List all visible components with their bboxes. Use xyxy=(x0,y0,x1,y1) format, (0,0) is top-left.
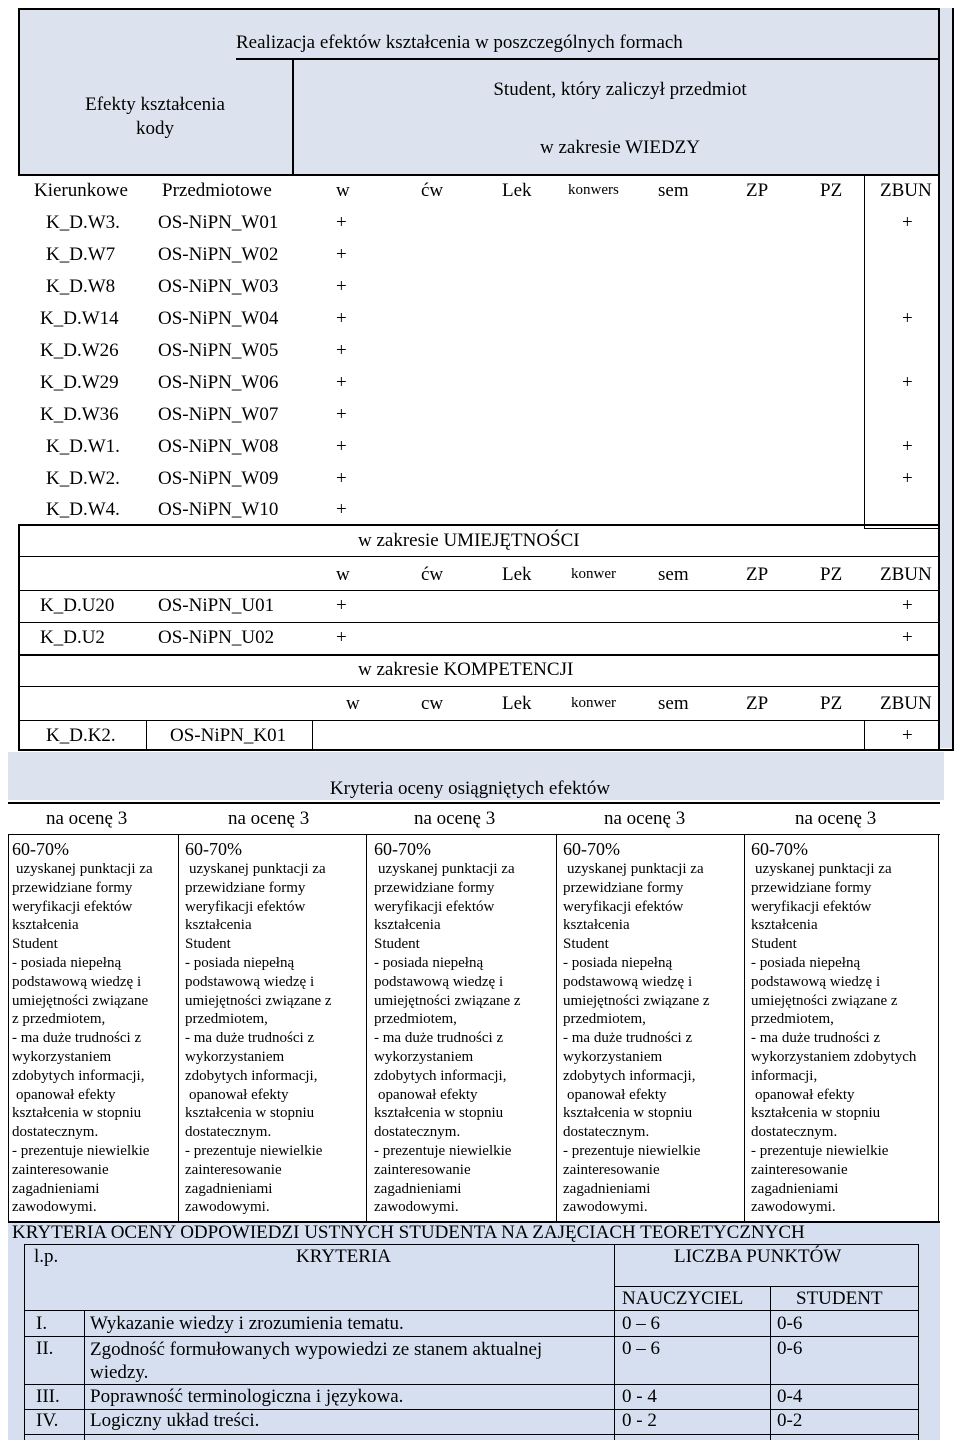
lp-header: l.p. xyxy=(34,1246,59,1267)
col-pz: PZ xyxy=(820,180,843,201)
criteria-cell-4 xyxy=(563,838,743,1217)
w-mark: + xyxy=(336,595,347,616)
criterion-line-2: wiedzy. xyxy=(90,1362,149,1383)
teacher-points: 0 - 4 xyxy=(622,1386,657,1407)
col-kierunkowe: Kierunkowe xyxy=(34,180,128,201)
w-mark: + xyxy=(336,308,347,329)
criterion-text: Wykazanie wiedzy i zrozumienia tematu. xyxy=(90,1313,404,1334)
w-mark: + xyxy=(336,404,347,425)
umiejetnosci-top xyxy=(18,524,940,526)
criteria-line: wykorzystaniem xyxy=(12,1048,112,1065)
kierunkowe-code: K_D.W8 xyxy=(46,276,116,297)
col-przedmiotowe: Przedmiotowe xyxy=(162,180,272,201)
criteria-line: zawodowymi. xyxy=(563,1199,648,1216)
table-row xyxy=(0,495,960,527)
col-w: w xyxy=(346,693,360,714)
kryteria-header: KRYTERIA xyxy=(296,1246,391,1267)
criteria-col-divider xyxy=(556,834,557,1222)
criteria-line: - posiada niepełną xyxy=(563,954,673,971)
criteria-line: przedmiotem, xyxy=(374,1011,457,1028)
criteria-line: - ma duże trudności z xyxy=(185,1030,315,1047)
criteria-line: przewidziane formy xyxy=(374,879,495,896)
percent-range: 60-70% xyxy=(563,839,620,859)
grid-line xyxy=(614,1286,918,1287)
student-label: Student, który zaliczył przedmiot xyxy=(493,79,747,100)
przedmiotowe-code: OS-NiPN_W06 xyxy=(158,372,279,393)
criteria-line: dostatecznym. xyxy=(563,1124,650,1141)
criteria-line: kształcenia xyxy=(185,917,252,934)
percent-range: 60-70% xyxy=(12,839,69,859)
kierunkowe-code: K_D.W29 xyxy=(40,372,119,393)
criteria-line: podstawową wiedzę i xyxy=(374,973,504,990)
criteria-line: zagadnieniami xyxy=(374,1180,462,1197)
table-row xyxy=(0,400,960,432)
criteria-line: zainteresowanie xyxy=(374,1161,471,1178)
kierunkowe-code: K_D.W1. xyxy=(46,436,120,457)
grid-line xyxy=(864,528,938,529)
criteria-line: zainteresowanie xyxy=(12,1161,109,1178)
criteria-line: przewidziane formy xyxy=(563,879,684,896)
criteria-line: uzyskanej punktacji za xyxy=(16,861,153,877)
table-row xyxy=(0,208,960,240)
col-lek: Lek xyxy=(502,180,532,201)
przedmiotowe-code: OS-NiPN_U02 xyxy=(158,627,275,648)
col-w: w xyxy=(336,180,350,201)
criteria-line: - posiada niepełną xyxy=(751,954,861,971)
criteria-line: Student xyxy=(185,936,231,953)
criteria-line: dostatecznym. xyxy=(751,1124,838,1141)
table-row xyxy=(0,464,960,496)
criterion-text xyxy=(90,1338,542,1384)
student-points: 0-2 xyxy=(777,1410,803,1431)
col-konwer: konwer xyxy=(571,566,616,582)
criteria-line: zawodowymi. xyxy=(185,1199,270,1216)
criteria-line: weryfikacji efektów xyxy=(374,898,495,915)
kierunkowe-code: K_D.W3. xyxy=(46,212,120,233)
criteria-line: uzyskanej punktacji za xyxy=(378,861,515,877)
criteria-line: Student xyxy=(374,936,420,953)
col-zbun: ZBUN xyxy=(880,180,932,201)
liczba-punktow-header: LICZBA PUNKTÓW xyxy=(674,1246,842,1267)
grid-line xyxy=(24,1434,918,1435)
grid-line xyxy=(864,174,865,528)
efekty-divider xyxy=(292,58,294,174)
przedmiotowe-code: OS-NiPN_W05 xyxy=(158,340,279,361)
criteria-line: kształcenia xyxy=(12,917,79,934)
criteria-line: kształcenia xyxy=(563,917,630,934)
criteria-line: przewidziane formy xyxy=(751,879,872,896)
zbun-mark: + xyxy=(902,212,913,233)
criteria-line: zawodowymi. xyxy=(374,1199,459,1216)
lp-cell: II. xyxy=(36,1338,54,1359)
criteria-line: weryfikacji efektów xyxy=(12,898,133,915)
col-sem: sem xyxy=(658,693,689,714)
table-row xyxy=(0,304,960,336)
efekty-label-line2: kody xyxy=(136,118,174,139)
przedmiotowe-code: OS-NiPN_W04 xyxy=(158,308,279,329)
criteria-line: - prezentuje niewielkie xyxy=(374,1142,512,1159)
przedmiotowe-code: OS-NiPN_W10 xyxy=(158,499,279,520)
criteria-line: podstawową wiedzę i xyxy=(12,973,142,990)
przedmiotowe-code: OS-NiPN_U01 xyxy=(158,595,275,616)
criteria-line: zdobytych informacji, xyxy=(563,1067,696,1084)
criteria-line: informacji, xyxy=(751,1067,818,1084)
w-mark: + xyxy=(336,436,347,457)
criteria-line: - ma duże trudności z xyxy=(374,1030,504,1047)
table-title: Realizacja efektów kształcenia w poszczególnych formach xyxy=(236,32,683,53)
kompetencje-title: w zakresie KOMPETENCJI xyxy=(358,659,574,680)
criteria-line: przedmiotem, xyxy=(563,1011,646,1028)
w-mark: + xyxy=(336,372,347,393)
criteria-col-divider xyxy=(366,834,367,1222)
kierunkowe-code: K_D.U2 xyxy=(40,627,105,648)
grade-header-4: na ocenę 3 xyxy=(604,808,686,829)
kierunkowe-code: K_D.K2. xyxy=(46,725,116,746)
criteria-line: dostatecznym. xyxy=(185,1124,272,1141)
przedmiotowe-code: OS-NiPN_W02 xyxy=(158,244,279,265)
wiedzy-section-title: w zakresie WIEDZY xyxy=(539,137,701,158)
criteria-cell-3 xyxy=(374,838,554,1217)
criteria-line: przewidziane formy xyxy=(185,879,306,896)
col-lek: Lek xyxy=(502,693,532,714)
przedmiotowe-code: OS-NiPN_W03 xyxy=(158,276,279,297)
kierunkowe-code: K_D.W14 xyxy=(40,308,119,329)
criteria-line: - prezentuje niewielkie xyxy=(751,1142,889,1159)
grid-line xyxy=(24,1310,918,1311)
criteria-line: wykorzystaniem xyxy=(374,1048,474,1065)
ustne-title: KRYTERIA OCENY ODPOWIEDZI USTNYCH STUDENTA NA ZAJĘCIACH TEORETYCZNYCH xyxy=(12,1222,805,1243)
criteria-line: wykorzystaniem xyxy=(185,1048,285,1065)
grid-line xyxy=(18,556,940,557)
grade-header-1: na ocenę 3 xyxy=(46,808,128,829)
w-mark: + xyxy=(336,276,347,297)
criteria-line: Student xyxy=(563,936,609,953)
criteria-line: opanował efekty xyxy=(16,1086,116,1103)
col-cw: ćw xyxy=(421,180,444,201)
criteria-line: zdobytych informacji, xyxy=(374,1067,507,1084)
criteria-line: wykorzystaniem xyxy=(563,1048,663,1065)
col-pz: PZ xyxy=(820,564,843,585)
criteria-line: zdobytych informacji, xyxy=(185,1067,318,1084)
umiejetnosci-column-row xyxy=(0,560,960,592)
table-row xyxy=(0,336,960,368)
col-w: w xyxy=(336,564,350,585)
grid-line xyxy=(24,1244,918,1245)
criteria-line: opanował efekty xyxy=(567,1086,667,1103)
table-row xyxy=(0,240,960,272)
criteria-line: kształcenia w stopniu xyxy=(185,1105,315,1122)
criteria-cell-2 xyxy=(185,838,365,1217)
criteria-line: uzyskanej punktacji za xyxy=(189,861,326,877)
criteria-line: - posiada niepełną xyxy=(374,954,484,971)
criteria-line: zawodowymi. xyxy=(12,1199,97,1216)
grid-line xyxy=(24,1336,918,1337)
grid-line xyxy=(24,1384,918,1385)
criterion-line-1: Zgodność formułowanych wypowiedzi ze stanem aktualnej xyxy=(90,1339,543,1360)
criteria-line: kształcenia w stopniu xyxy=(751,1105,881,1122)
criteria-line: zdobytych informacji, xyxy=(12,1067,145,1084)
criteria-line: Student xyxy=(12,936,58,953)
table-row xyxy=(0,368,960,400)
grid-line xyxy=(24,1244,25,1440)
zbun-mark: + xyxy=(902,308,913,329)
criteria-line: kształcenia xyxy=(374,917,441,934)
zbun-mark: + xyxy=(902,436,913,457)
criteria-line: przedmiotem, xyxy=(751,1011,834,1028)
col-cw: ćw xyxy=(421,564,444,585)
criteria-line: przewidziane formy xyxy=(12,879,133,896)
criteria-line: zainteresowanie xyxy=(185,1161,282,1178)
criteria-col-divider xyxy=(744,834,745,1222)
grid-line xyxy=(614,1244,615,1440)
criterion-text: Logiczny układ treści. xyxy=(90,1410,260,1431)
criteria-line: uzyskanej punktacji za xyxy=(567,861,704,877)
lp-cell: I. xyxy=(36,1313,48,1334)
grade-header-5: na ocenę 3 xyxy=(795,808,877,829)
lp-cell: IV. xyxy=(36,1410,59,1431)
criteria-line: umiejętności związane z xyxy=(374,992,521,1009)
criteria-line: kształcenia w stopniu xyxy=(374,1105,504,1122)
criteria-line: umiejętności związane z xyxy=(185,992,332,1009)
criteria-line: weryfikacji efektów xyxy=(185,898,306,915)
criteria-line: kształcenia w stopniu xyxy=(563,1105,693,1122)
criteria-line: - prezentuje niewielkie xyxy=(185,1142,323,1159)
kompetencje-column-row xyxy=(0,689,960,721)
criteria-line: kształcenia w stopniu xyxy=(12,1105,142,1122)
student-points: 0-4 xyxy=(777,1386,803,1407)
grid-line xyxy=(18,686,940,687)
przedmiotowe-code: OS-NiPN_W08 xyxy=(158,436,279,457)
col-pz: PZ xyxy=(820,693,843,714)
criteria-line: dostatecznym. xyxy=(374,1124,461,1141)
percent-range: 60-70% xyxy=(185,839,242,859)
grid-line xyxy=(84,1310,85,1440)
col-konwer: konwer xyxy=(571,695,616,711)
kompetencje-top xyxy=(18,654,940,656)
grade-header-3: na ocenę 3 xyxy=(414,808,496,829)
criteria-line: z przedmiotem, xyxy=(12,1011,106,1028)
criteria-line: podstawową wiedzę i xyxy=(751,973,881,990)
kierunkowe-code: K_D.W4. xyxy=(46,499,120,520)
criteria-line: - prezentuje niewielkie xyxy=(563,1142,701,1159)
w-mark: + xyxy=(336,340,347,361)
criteria-line: umiejętności związane z xyxy=(563,992,710,1009)
zbun-mark: + xyxy=(902,595,913,616)
criteria-line: opanował efekty xyxy=(378,1086,478,1103)
criteria-line: zainteresowanie xyxy=(751,1161,848,1178)
w-mark: + xyxy=(336,212,347,233)
lp-cell: III. xyxy=(36,1386,60,1407)
criteria-line: podstawową wiedzę i xyxy=(563,973,693,990)
efekty-label-line1: Efekty kształcenia xyxy=(85,94,225,115)
title-underline xyxy=(236,58,940,60)
criteria-line: dostatecznym. xyxy=(12,1124,99,1141)
teacher-points: 0 - 2 xyxy=(622,1410,657,1431)
grid-line xyxy=(918,1244,919,1440)
col-lek: Lek xyxy=(502,564,532,585)
criteria-line: - posiada niepełną xyxy=(185,954,295,971)
criteria-line: zainteresowanie xyxy=(563,1161,660,1178)
kierunkowe-code: K_D.W36 xyxy=(40,404,119,425)
przedmiotowe-code: OS-NiPN_K01 xyxy=(170,725,287,746)
criteria-line: umiejętności związane z xyxy=(751,992,898,1009)
grade-header-2: na ocenę 3 xyxy=(228,808,310,829)
col-zp: ZP xyxy=(746,180,769,201)
col-zbun: ZBUN xyxy=(880,564,932,585)
table-row xyxy=(0,272,960,304)
kryteria-title: Kryteria oceny osiągniętych efektów xyxy=(329,778,611,799)
kierunkowe-code: K_D.W26 xyxy=(40,340,119,361)
grid-line xyxy=(312,720,313,750)
criteria-line: - ma duże trudności z xyxy=(751,1030,881,1047)
criteria-line: kształcenia xyxy=(751,917,818,934)
criteria-line: weryfikacji efektów xyxy=(563,898,684,915)
criteria-line: zagadnieniami xyxy=(12,1180,100,1197)
zbun-mark: + xyxy=(902,725,913,746)
col-sem: sem xyxy=(658,564,689,585)
criteria-line: Student xyxy=(751,936,797,953)
criteria-line: umiejętności związane xyxy=(12,992,149,1009)
criteria-line: zagadnieniami xyxy=(185,1180,273,1197)
kierunkowe-code: K_D.U20 xyxy=(40,595,115,616)
criteria-line: - ma duże trudności z xyxy=(12,1030,142,1047)
criteria-col-divider xyxy=(938,834,939,1222)
criteria-line: - prezentuje niewielkie xyxy=(12,1142,150,1159)
criteria-cell-1 xyxy=(12,838,192,1217)
percent-range: 60-70% xyxy=(374,839,431,859)
w-mark: + xyxy=(336,468,347,489)
student-header: STUDENT xyxy=(796,1288,883,1309)
column-header-row xyxy=(0,176,960,208)
criteria-col-divider xyxy=(8,834,9,1222)
percent-range: 60-70% xyxy=(751,839,808,859)
w-mark: + xyxy=(336,627,347,648)
criteria-line: - posiada niepełną xyxy=(12,954,122,971)
criteria-cell-5 xyxy=(751,838,931,1217)
grid-line xyxy=(146,720,147,750)
criteria-line: zawodowymi. xyxy=(751,1199,836,1216)
w-mark: + xyxy=(336,244,347,265)
kierunkowe-code: K_D.W7 xyxy=(46,244,116,265)
col-cw: cw xyxy=(421,693,444,714)
przedmiotowe-code: OS-NiPN_W01 xyxy=(158,212,279,233)
zbun-mark: + xyxy=(902,627,913,648)
criteria-line: wykorzystaniem zdobytych xyxy=(751,1048,917,1065)
criteria-line: opanował efekty xyxy=(189,1086,289,1103)
table-row xyxy=(0,591,960,623)
col-konwers: konwers xyxy=(568,182,619,198)
teacher-points: 0 – 6 xyxy=(622,1313,660,1334)
criterion-text: Poprawność terminologiczna i językowa. xyxy=(90,1386,404,1407)
criteria-line: przedmiotem, xyxy=(185,1011,268,1028)
student-points: 0-6 xyxy=(777,1313,803,1334)
criteria-line: opanował efekty xyxy=(755,1086,855,1103)
table-row xyxy=(0,623,960,655)
criteria-line: zagadnieniami xyxy=(751,1180,839,1197)
student-points: 0-6 xyxy=(777,1338,803,1359)
frame-left xyxy=(18,8,20,174)
criteria-line: uzyskanej punktacji za xyxy=(755,861,892,877)
umiejetnosci-title: w zakresie UMIEJĘTNOŚCI xyxy=(358,530,580,551)
criteria-line: podstawową wiedzę i xyxy=(185,973,315,990)
criteria-line: weryfikacji efektów xyxy=(751,898,872,915)
col-zbun: ZBUN xyxy=(880,693,932,714)
col-zp: ZP xyxy=(746,693,769,714)
grade-header-bottom xyxy=(8,834,940,835)
teacher-points: 0 – 6 xyxy=(622,1338,660,1359)
frame-top xyxy=(18,8,940,10)
zbun-mark: + xyxy=(902,468,913,489)
przedmiotowe-code: OS-NiPN_W09 xyxy=(158,468,279,489)
criteria-line: - ma duże trudności z xyxy=(563,1030,693,1047)
w-mark: + xyxy=(336,499,347,520)
kompetencje-bottom xyxy=(18,749,954,751)
col-sem: sem xyxy=(658,180,689,201)
grid-line xyxy=(864,720,865,750)
grid-line xyxy=(938,174,939,750)
criteria-line: zagadnieniami xyxy=(563,1180,651,1197)
table-row xyxy=(0,432,960,464)
col-zp: ZP xyxy=(746,564,769,585)
kierunkowe-code: K_D.W2. xyxy=(46,468,120,489)
grade-header-top xyxy=(8,802,940,804)
przedmiotowe-code: OS-NiPN_W07 xyxy=(158,404,279,425)
efekty-label xyxy=(40,93,270,141)
zbun-mark: + xyxy=(902,372,913,393)
nauczyciel-header: NAUCZYCIEL xyxy=(622,1288,744,1309)
